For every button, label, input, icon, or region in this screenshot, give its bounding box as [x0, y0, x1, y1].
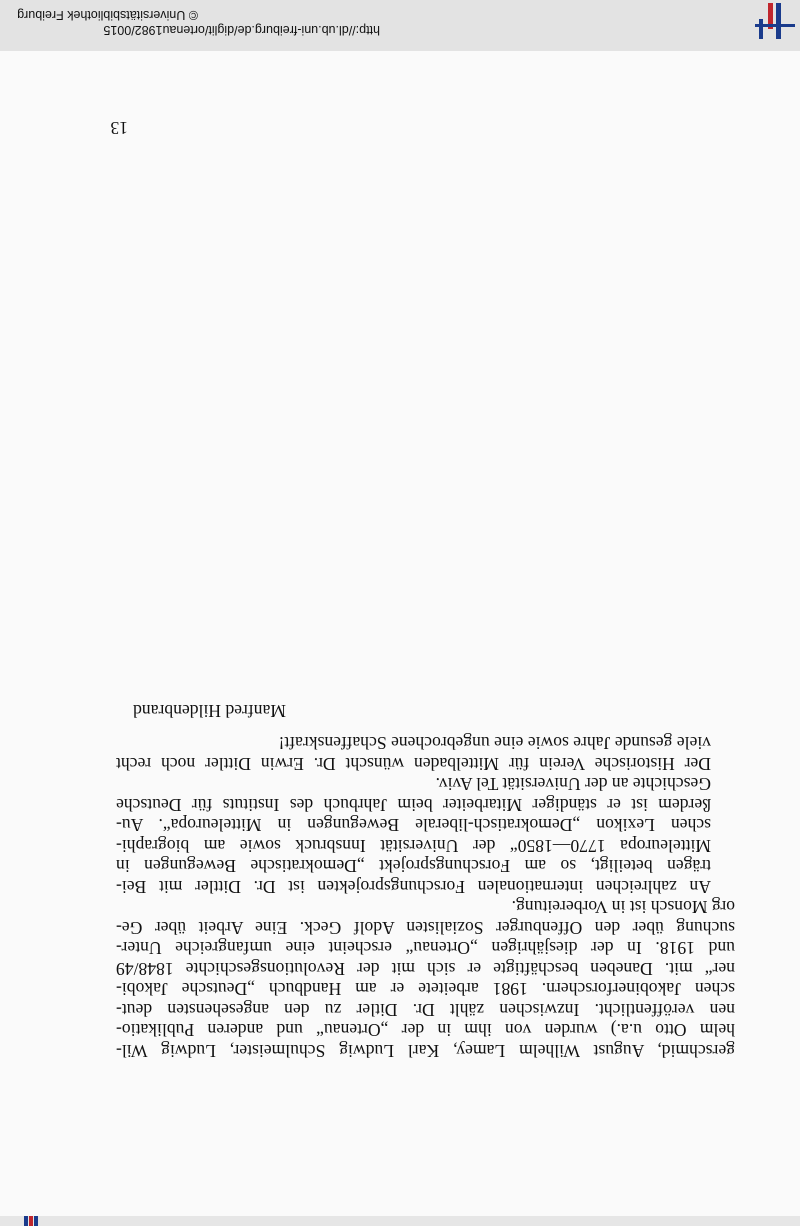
previous-page-strip [0, 1216, 800, 1226]
copyright-notice: © Universitätsbibliothek Freiburg [17, 8, 198, 22]
paragraph [116, 774, 735, 897]
text-line: und 1918. In der diesjährigen „Ortenau“ erscheint eine umfangreiche Unter- [116, 938, 735, 959]
text-line: ner“ mit. Daneben beschäftigte er sich mit der Revolutionsgeschichte 1848/49 [116, 959, 735, 979]
signature: Manfred Hildenbrand [133, 701, 286, 721]
text-line: schen Jakobinerforschern. 1981 arbeitete er am Handbuch „Deutsche Jakobi- [116, 979, 735, 1000]
university-logo-icon [755, 3, 795, 39]
text-line: viele gesunde Jahre sowie eine ungebrochene Schaffenskraft! [278, 733, 711, 754]
page-number: 13 [110, 118, 128, 138]
paragraph [116, 733, 735, 774]
source-url-link[interactable]: http://dl.ub.uni-freiburg.de/diglit/ortenau1982/0015 [103, 23, 380, 37]
footer-bar [0, 0, 800, 51]
text-line: An zahlreichen internationalen Forschungsprojekten ist Dr. Dittler mit Bei- [116, 877, 711, 897]
text-line: Mitteleuropa 1770—1850“ der Universität Innsbruck sowie am biographi- [116, 836, 711, 856]
text-line: nen veröffentlicht. Inzwischen zählt Dr. Ditler zu den angesehensten deut- [116, 1000, 735, 1020]
text-line: Geschichte an der Universität Tel Aviv. [435, 774, 711, 795]
body-text [116, 733, 735, 1061]
text-line: ßerdem ist er ständiger Mitarbeiter beim Jahrbuch des Instituts für Deutsche [116, 795, 711, 815]
text-line: gerschmid, August Wilhelm Lamey, Karl Ludwig Schulmeister, Ludwig Wil- [116, 1041, 735, 1061]
text-line: schen Lexikon „Demokratisch-liberale Bewegungen in Mitteleuropa“. Au- [116, 815, 711, 836]
text-line: trägen beteiligt, so am Forschungsprojekt „Demokratische Bewegungen in [116, 856, 711, 877]
text-line: Der Historische Verein für Mittelbaden wünscht Dr. Erwin Dittler noch recht [116, 754, 711, 774]
text-line: org Monsch ist in Vorbereitung. [511, 897, 735, 918]
text-line: suchung über den Offenburger Sozialisten Adolf Geck. Eine Arbeit über Ge- [116, 918, 735, 938]
text-line: helm Otto u.a.) wurden von ihm in der „Ortenau“ und anderen Publikatio- [116, 1020, 735, 1041]
paragraph [116, 897, 735, 1061]
logo-fragment-icon [24, 1216, 40, 1226]
